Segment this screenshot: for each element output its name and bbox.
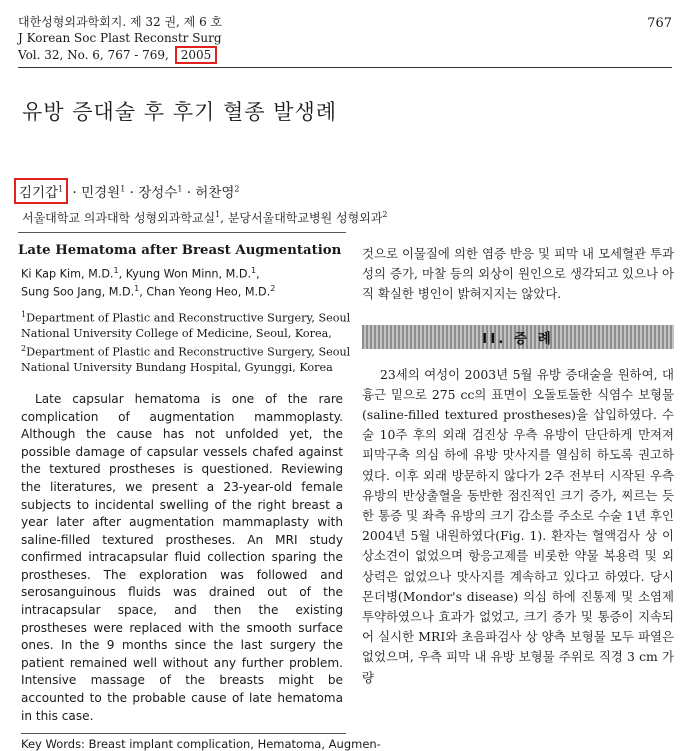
affiliation-line — [21, 326, 346, 341]
author-separator: · — [68, 185, 82, 201]
english-title: Late Hematoma after Breast Augmentation — [18, 243, 342, 258]
affiliation-part: , 분당서울대학교병원 성형외과 — [220, 211, 383, 225]
author-name: 민경원 — [81, 185, 121, 201]
affiliation-line — [21, 307, 351, 326]
affiliation-line — [21, 341, 351, 360]
first-author-highlight — [14, 178, 68, 204]
author-separator: · — [182, 185, 196, 201]
author-sup: 1 — [120, 184, 126, 194]
abstract-text: Late capsular hematoma is one of the rare complication of augmentation mammoplasty. Although the cause has not unfolded yet, the possible damage of capsular vessels chafed against the textured prostheses is questioned. Reviewing the literatures, we present a 23-year-old female subjects to incidental swelling of the right breast a year later after augmentation mammaplasty with saline-filled textured prostheses. An MRI study confirmed intracapsular fluid collection sparing the prostheses. The exploration was followed and serosanguinous fluids was drained out of the intracapsular space, and then the existing prostheses were replaced with the smooth surface ones. In the 9 months since the last surgery the patient remained well without any further problem. Intensive massage of the breasts might be accounted to the probable cause of late hematoma in this case. — [21, 391, 343, 723]
affiliation-line — [21, 360, 346, 375]
affiliation-korean — [22, 209, 387, 226]
authors-korean — [14, 178, 240, 204]
affiliation-sup: 2 — [382, 210, 388, 219]
publication-year: 2005 — [175, 46, 218, 64]
journal-english: J Korean Soc Plast Reconstr Surg — [18, 31, 222, 45]
section-heading-bar — [362, 325, 674, 349]
volume-info: Vol. 32, No. 6, 767 - 769, — [18, 48, 169, 62]
affiliation-part: 서울대학교 의과대학 성형외과학교실 — [22, 211, 216, 225]
case-report-text: 23세의 여성이 2003년 5월 유방 증대술을 원하여, 대흉근 밑으로 275 cc의 표면이 오돌토돌한 식염수 보형물(saline-filled textured prostheses)을 삽입하였다. 수술 10주 후의 외래 검진상 우측 유방이 단단하게 만져져 피막구축 의심 하에 유방 맛사지를 열심히 하도록 권고하였다. 이후 외래 방문하지 않다가 2주 전부터 시작된 우측 유방의 반상출혈을 동반한 점진적인 크기 증가, 찌르는 듯한 통증 및 좌측 유방의 크기 감소를 주소로 수술 1년 후인 2004년 5월 내원하였다(Fig. 1). 환자는 혈액검사 상 이상소견이 없었으며 항응고제를 비롯한 약물 복용력 및 외상력은 없었으나 맛사지를 계속하고 있다고 하였다. 당시 몬더병(Mondor's disease) 의심 하에 진통제 및 소염제 투약하였으나 효과가 없었고, 크기 증가 및 통증이 지속되어 실시한 MRI와 초음파검사 상 양측 보형물 모두 파열은 없었으며, 우측 피막 내 유방 보형물 주위로 직경 3 cm 가량 — [362, 366, 674, 685]
author-text: , Chan Yeong Heo, M.D. — [139, 285, 271, 299]
affiliation-sup: 2 — [21, 344, 27, 354]
affiliation-sup: 1 — [21, 310, 27, 320]
author-sup: 1 — [177, 184, 183, 194]
affiliation-text: Department of Plastic and Reconstructive Surgery, Seoul — [26, 345, 351, 359]
article-title-korean: 유방 증대술 후 후기 혈종 발생례 — [22, 100, 338, 124]
author-sup: 2 — [270, 283, 276, 293]
affiliation-text: National University Bundang Hospital, Gyunggi, Korea — [21, 360, 333, 374]
english-affiliations — [21, 307, 351, 374]
author-name: 허찬영 — [195, 185, 235, 201]
author-sup: 1 — [134, 283, 140, 293]
korean-body-column — [362, 244, 674, 688]
author-name: 장성수 — [138, 185, 178, 201]
volume-line — [18, 46, 222, 64]
section-heading: II. 증 례 — [482, 330, 554, 347]
author-sup: 1 — [113, 266, 119, 275]
abstract-top-rule — [18, 232, 346, 233]
author-sup: 2 — [234, 184, 240, 194]
author-text: , Kyung Won Minn, M.D. — [118, 267, 252, 281]
affiliation-sup: 1 — [215, 210, 221, 219]
journal-korean: 대한성형외과학회지. 제 32 권, 제 6 호 — [18, 15, 223, 29]
keywords-rule — [21, 733, 346, 734]
affiliation-text: National University College of Medicine, Seoul, Korea, — [21, 327, 332, 341]
header-rule — [18, 67, 672, 68]
journal-header — [18, 14, 222, 64]
english-authors-line — [21, 264, 346, 282]
english-authors — [21, 264, 346, 299]
author-text: , — [256, 267, 260, 281]
author-sup: 1 — [251, 266, 257, 275]
affiliation-text: Department of Plastic and Reconstructive Surgery, Seoul — [26, 312, 351, 326]
page-number: 767 — [647, 16, 672, 31]
english-authors-line — [21, 282, 346, 300]
intro-continued-text: 것으로 이물질에 의한 염증 반응 및 피막 내 모세혈관 투과성의 증가, 마찰 등의 외상이 원인으로 생각되고 있으나 아직 확실한 병인이 밝혀지지는 않았다. — [362, 246, 674, 302]
author-text: Ki Kap Kim, M.D. — [21, 267, 114, 281]
author-text: Sung Soo Jang, M.D. — [21, 285, 135, 299]
english-abstract-column — [18, 232, 381, 751]
author-separator: · — [125, 185, 139, 201]
author-sup: 1 — [58, 184, 64, 194]
keywords: Key Words: Breast implant complication, Hematoma, Augmen- — [21, 737, 381, 751]
first-author-name: 김기갑 — [19, 185, 59, 201]
